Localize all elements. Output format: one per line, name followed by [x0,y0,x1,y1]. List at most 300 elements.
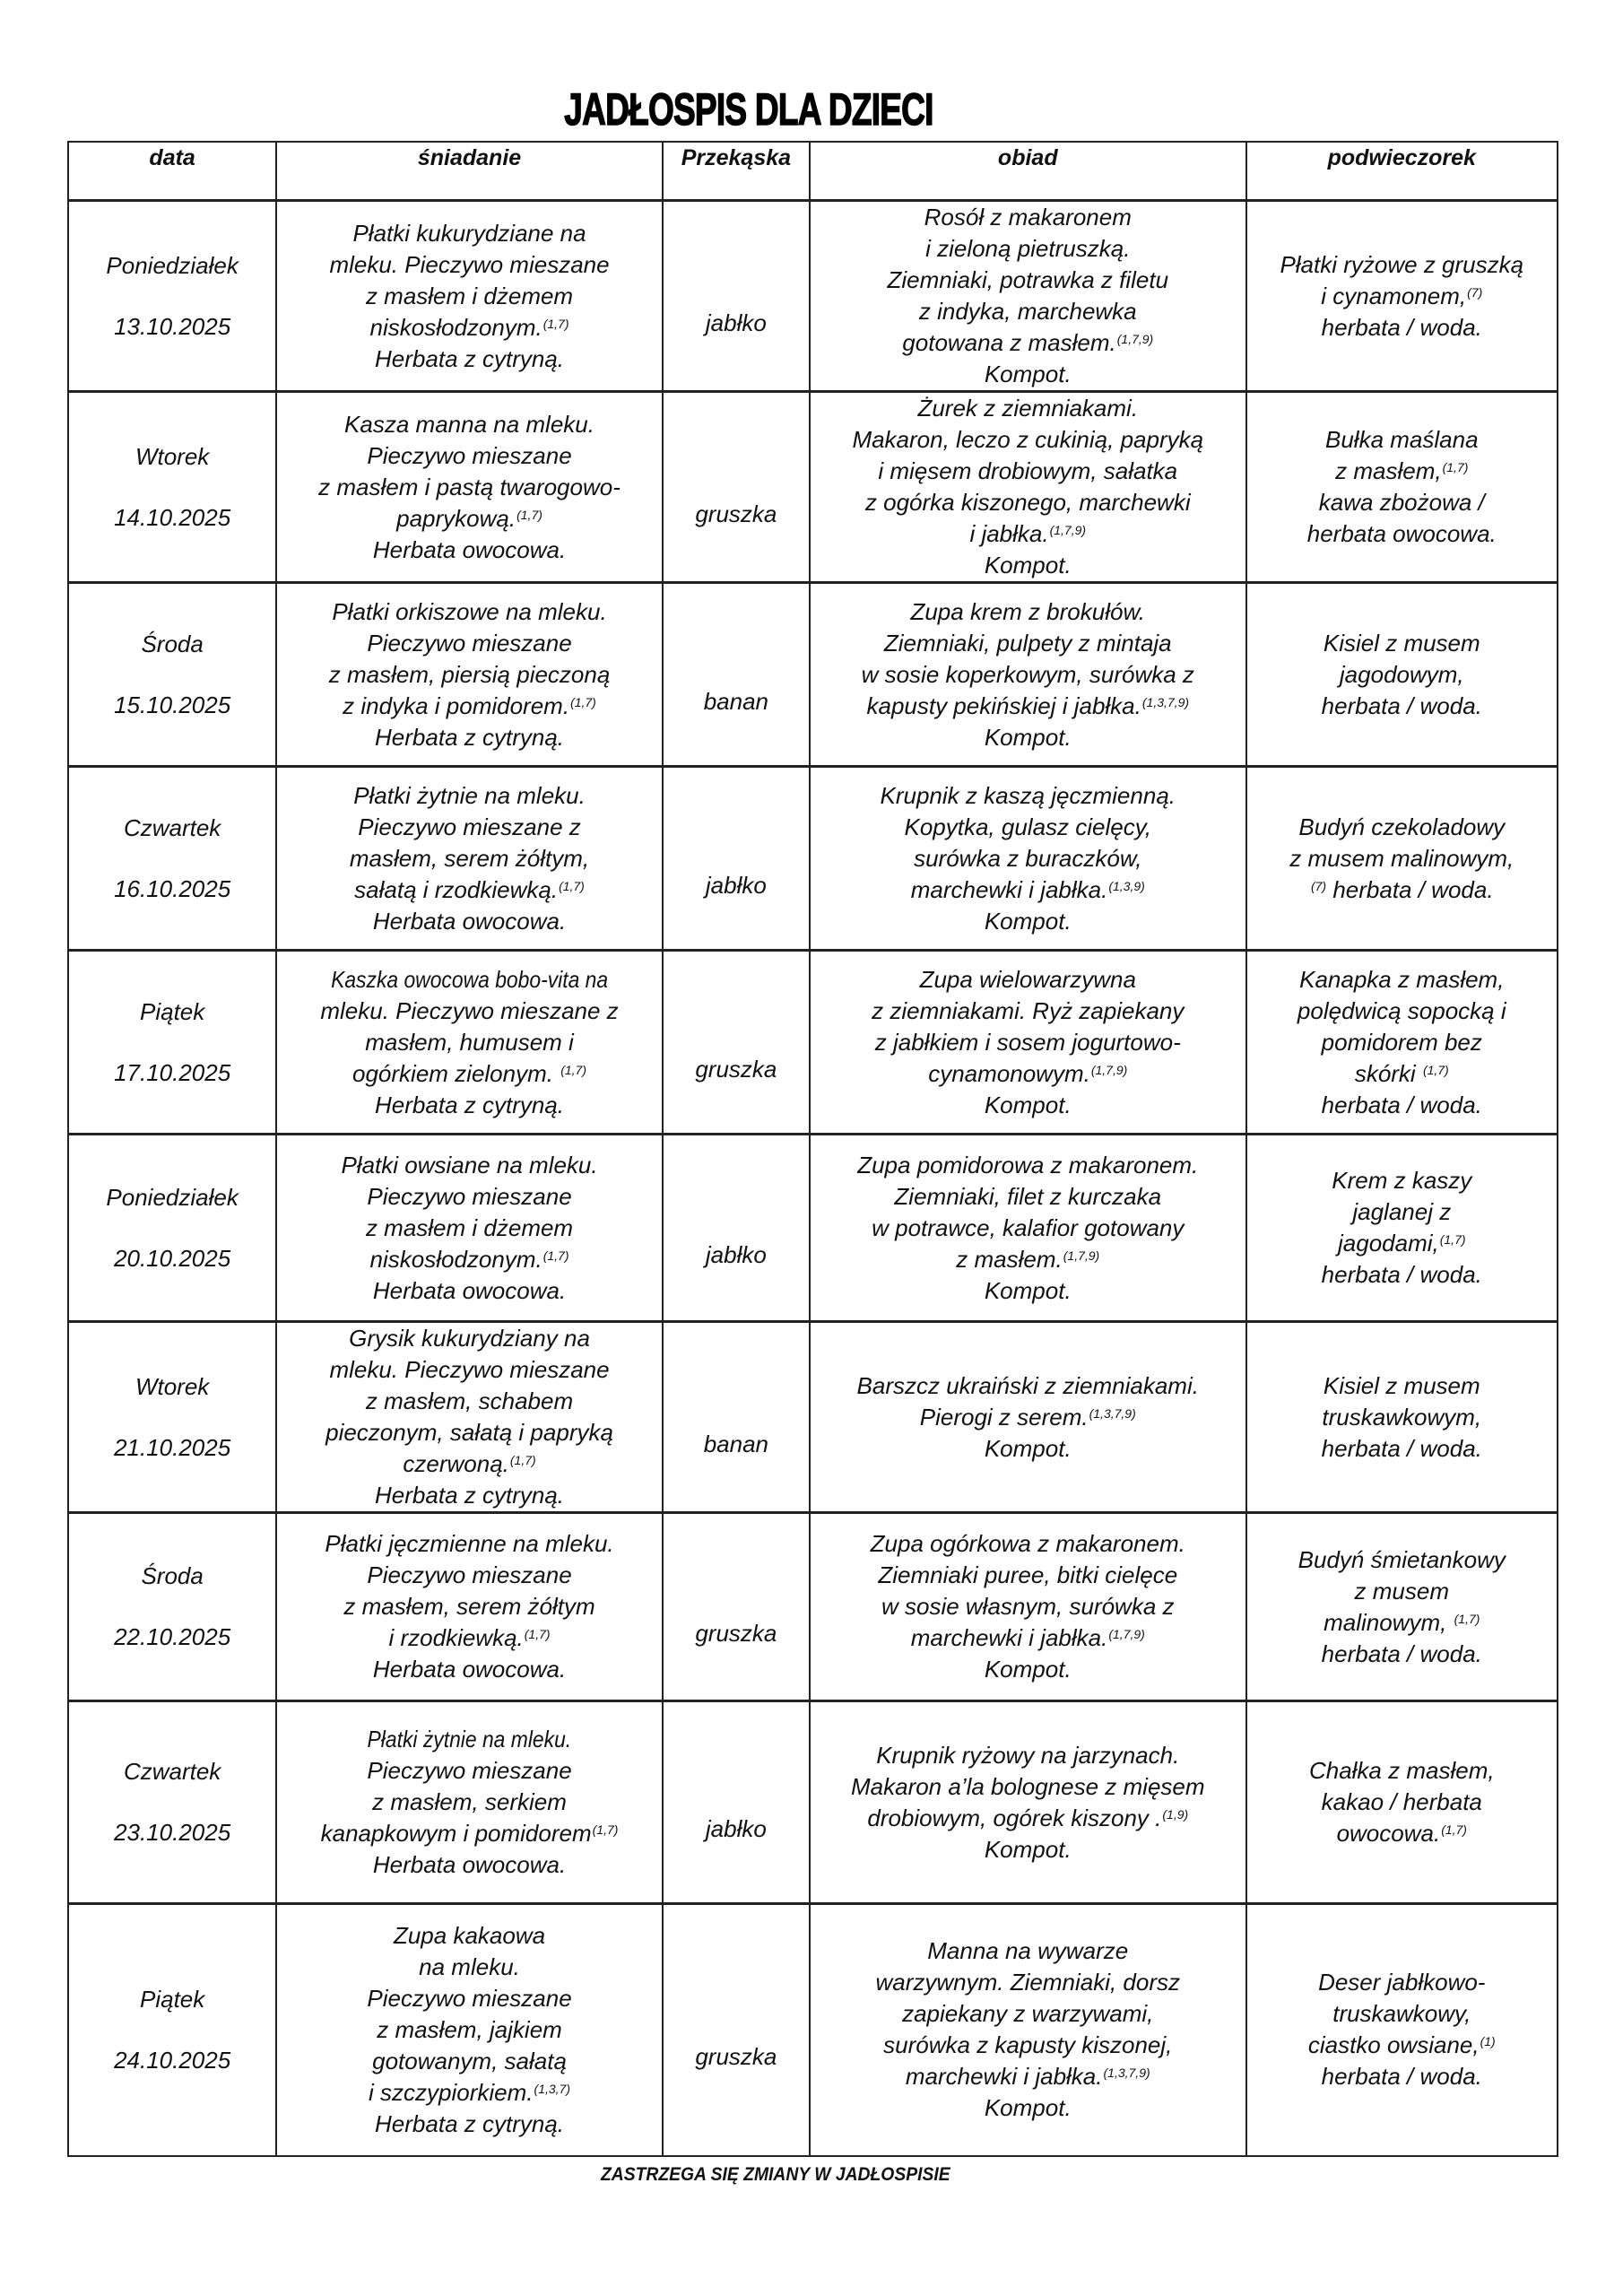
breakfast-cell [276,1904,663,2156]
menu-line [277,472,662,503]
menu-line [277,1560,662,1591]
menu-line [1247,1787,1557,1818]
menu-line [277,1480,662,1511]
menu-line [811,1998,1245,2030]
date-cell [68,1904,276,2156]
lunch-cell [810,767,1246,951]
menu-text: i jabłka. [969,520,1049,547]
menu-text: Rosół z makaronem [924,204,1132,230]
afternoon-tea-cell [1246,951,1558,1135]
menu-line [277,1448,662,1480]
menu-line [277,628,662,659]
menu-line [1247,1370,1557,1402]
menu-line [277,1528,662,1560]
menu-text: z masłem, serkiem [372,1788,567,1815]
menu-text: z musem [1354,1577,1449,1605]
menu-line [277,1787,662,1818]
menu-line [277,249,662,281]
snack-text: banan [703,687,769,715]
day-name: Poniedziałek [106,251,239,279]
menu-text: kakao / herbata [1321,1788,1482,1815]
afternoon-tea-cell [1246,1322,1558,1513]
menu-line [811,233,1245,265]
snack-cell [663,201,810,392]
menu-text: marchewki i jabłka. [910,1624,1108,1651]
day-name: Piątek [140,1985,205,2013]
menu-line [811,1803,1245,1834]
menu-text: Pieczywo mieszane [367,629,572,657]
menu-text: mleku. Pieczywo mieszane [329,250,610,278]
menu-text: Płatki jęczmienne na mleku. [325,1530,614,1557]
menu-text: Ziemniaki, filet z kurczaka [894,1182,1162,1210]
menu-text: mleku. Pieczywo mieszane [329,1356,610,1383]
lunch-cell [810,1904,1246,2156]
lunch-cell [810,1513,1246,1701]
allergen-note: (1,3,7,9) [1141,694,1190,709]
allergen-note: (1,7) [542,1248,569,1263]
menu-line [277,1654,662,1685]
column-header-lunch: obiad [810,142,1246,201]
menu-row [68,1904,1558,2156]
menu-text: marchewki i jabłka. [905,2063,1103,2091]
menu-text: Krupnik ryżowy na jarzynach. [876,1741,1180,1769]
allergen-note: (1,3,9) [1108,878,1145,893]
menu-line [811,327,1245,359]
menu-line [811,1834,1245,1866]
date-value: 16.10.2025 [114,874,231,902]
menu-line [1247,1433,1557,1465]
menu-text: Ziemniaki, pulpety z mintaja [883,629,1172,657]
menu-row [68,392,1558,583]
menu-line [1247,874,1557,906]
menu-text: zapiekany z warzywami, [902,2000,1154,2028]
menu-line [277,964,662,996]
menu-line [1247,996,1557,1027]
menu-text: paprykową. [396,504,516,532]
menu-text: Herbata owocowa. [372,907,567,935]
menu-text: Kompot. [984,552,1072,578]
menu-line [1247,456,1557,487]
menu-text: z masłem, jajkiem [377,2015,562,2043]
menu-text: Kompot. [984,907,1072,935]
menu-line [1247,1818,1557,1849]
menu-text: Pieczywo mieszane [367,441,572,469]
allergen-note: (1,7) [509,1453,536,1467]
menu-line [277,874,662,906]
menu-text: marchewki i jabłka. [910,875,1108,903]
menu-text: Kompot. [984,723,1072,751]
menu-text: z masłem i dżemem [365,1213,574,1241]
menu-text: herbata / woda. [1321,1434,1482,1462]
lunch-cell [810,1701,1246,1904]
menu-text: truskawkowym, [1322,1403,1482,1431]
menu-row [68,1135,1558,1322]
day-name: Wtorek [135,442,210,470]
menu-text: z masłem, piersią pieczoną [328,660,611,688]
page-title: JADŁOSPIS DLA DZIECI [564,84,933,135]
menu-text: Herbata z cytryną. [375,1091,565,1118]
menu-line [1247,1402,1557,1433]
breakfast-cell [276,767,663,951]
menu-line [277,996,662,1027]
menu-text: Płatki ryżowe z gruszką [1280,250,1524,278]
menu-line [1247,281,1557,312]
menu-line [277,312,662,344]
afternoon-tea-cell [1246,1135,1558,1322]
menu-line [277,344,662,375]
menu-line [1247,691,1557,722]
allergen-note: (1,7) [1442,460,1469,474]
menu-text: Krupnik z kaszą jęczmienną. [880,781,1176,809]
allergen-note: (1,7,9) [1108,1627,1145,1641]
menu-line [277,1983,662,2014]
menu-text: masłem, humusem i [365,1028,574,1056]
menu-line [1247,1027,1557,1058]
menu-text: Bułka maślana [1325,426,1479,453]
date-value: 21.10.2025 [114,1433,231,1461]
menu-line [811,393,1245,424]
menu-text: skórki [1354,1059,1422,1087]
snack-cell [663,767,810,951]
menu-line [277,218,662,249]
menu-text: kapusty pekińskiej i jabłka. [866,691,1141,719]
menu-text: ciastko owsiane, [1307,2031,1480,2059]
menu-line [277,2014,662,2046]
menu-text: herbata / woda. [1321,1639,1482,1667]
menu-text: Makaron, leczo z cukinią, papryką [852,426,1204,453]
menu-text: pomidorem bez [1321,1028,1482,1056]
menu-text: owocowa. [1336,1820,1441,1847]
snack-text: banan [703,1430,769,1457]
menu-text: Herbata z cytryną. [375,1482,565,1509]
allergen-note: (7) [1310,878,1327,893]
menu-text: Herbata z cytryną. [375,2109,565,2137]
allergen-note: (1) [1480,2034,1496,2049]
menu-line [811,2061,1245,2092]
menu-text: z masłem, schabem [365,1387,574,1414]
menu-line [1247,1998,1557,2030]
allergen-note: (1,7,9) [1090,1062,1128,1077]
menu-line [277,1244,662,1275]
lunch-cell [810,951,1246,1135]
menu-text: z ziemniakami. Ryż zapiekany [872,996,1185,1024]
menu-text: sałatą i rzodkiewką. [354,875,559,903]
menu-text: mleku. Pieczywo mieszane z [320,996,619,1024]
menu-row [68,201,1558,392]
menu-text: surówka z kapusty kiszonej, [883,2031,1173,2059]
menu-line [811,1433,1245,1465]
menu-text: Kompot. [984,1276,1072,1304]
menu-line [811,780,1245,812]
menu-text: z masłem. [956,1245,1063,1273]
menu-text: i rzodkiewką. [388,1624,524,1651]
menu-line [277,535,662,566]
menu-text: Zupa wielowarzywna [919,965,1136,993]
menu-text: Herbata owocowa. [372,1656,567,1683]
menu-text: Manna na wywarze [927,1937,1129,1965]
menu-text: Kanapka z masłem, [1299,965,1505,993]
allergen-note: (1,7) [1439,1232,1466,1247]
menu-line [1247,487,1557,518]
date-cell [68,1701,276,1904]
menu-line [277,1150,662,1181]
menu-line [277,1027,662,1058]
allergen-note: (7) [1467,284,1483,300]
date-value: 23.10.2025 [114,1819,231,1846]
menu-line [1247,249,1557,281]
menu-line [811,359,1245,390]
menu-line [1247,1755,1557,1787]
menu-text: Płatki kukurydziane na [352,219,586,247]
menu-text: Grysik kukurydziany na [349,1325,590,1352]
menu-text: w sosie koperkowym, surówka z [861,660,1194,688]
menu-line [811,1402,1245,1433]
menu-line [811,843,1245,874]
day-name: Środa [141,1562,204,1589]
menu-row [68,1513,1558,1701]
menu-line [811,1654,1245,1685]
menu-text: Chałka z masłem, [1308,1757,1495,1784]
menu-line [811,1771,1245,1803]
menu-row [68,583,1558,767]
allergen-note: (1,7) [1454,1611,1480,1626]
menu-text: jagodowym, [1339,660,1464,688]
afternoon-tea-cell [1246,1701,1558,1904]
menu-text: czerwoną. [403,1450,509,1477]
menu-line [1247,518,1557,550]
disclaimer-text: ZASTRZEGA SIĘ ZMIANY W JADŁOSPISIE [601,2164,950,2185]
menu-text: Płatki żytnie na mleku. [367,1726,572,1752]
breakfast-cell [276,392,663,583]
menu-text: jaglanej z [1352,1198,1452,1225]
menu-line [1247,1544,1557,1576]
menu-line [277,2109,662,2140]
menu-line [277,722,662,753]
menu-line [811,628,1245,659]
menu-line [811,1967,1245,1998]
menu-text: ogórkiem zielonym. [352,1059,560,1087]
menu-text: Kaszka owocowa bobo-vita na [330,965,609,993]
menu-line [1247,1196,1557,1228]
menu-text: z masłem i dżemem [365,282,574,309]
menu-line [811,2030,1245,2061]
date-value: 14.10.2025 [114,503,231,531]
day-name: Czwartek [123,813,221,841]
menu-text: z jabłkiem i sosem jogurtowo- [874,1028,1181,1056]
menu-table [67,141,1558,2157]
menu-line [811,296,1245,327]
breakfast-cell [276,1135,663,1322]
allergen-note: (1,7) [559,878,585,893]
snack-cell [663,1701,810,1904]
snack-text: gruszka [695,2042,777,2070]
breakfast-cell [276,201,663,392]
menu-line [277,1849,662,1881]
menu-line [277,906,662,937]
snack-cell [663,951,810,1135]
menu-line [811,550,1245,581]
date-cell [68,951,276,1135]
menu-line [811,1275,1245,1307]
menu-text: Płatki owsiane na mleku. [341,1151,598,1178]
menu-text: Ziemniaki puree, bitki cielęce [878,1561,1178,1588]
day-name: Piątek [140,997,205,1025]
menu-text: herbata owocowa. [1306,520,1497,547]
menu-line [277,780,662,812]
menu-line [277,2077,662,2109]
menu-line [277,1755,662,1787]
menu-line [277,596,662,628]
menu-line [811,659,1245,691]
allergen-note: (1,7,9) [1063,1248,1100,1263]
menu-text: Zupa pomidorowa z makaronem. [857,1151,1199,1178]
afternoon-tea-cell [1246,1904,1558,2156]
snack-text: gruszka [695,500,777,527]
menu-text: kanapkowym i pomidorem [320,1820,592,1847]
menu-text: i cynamonem, [1321,282,1467,309]
lunch-cell [810,1135,1246,1322]
menu-line [811,906,1245,937]
menu-text: w potrawce, kalafior gotowany [872,1213,1185,1241]
menu-row [68,951,1558,1135]
menu-line [277,843,662,874]
afternoon-tea-cell [1246,392,1558,583]
menu-line [277,1090,662,1121]
date-cell [68,1135,276,1322]
allergen-note: (1,7,9) [1049,523,1087,537]
menu-text: Kompot. [984,1835,1072,1863]
menu-line [1247,312,1557,344]
menu-line [277,1354,662,1386]
menu-text: herbata / woda. [1326,875,1494,903]
menu-line [1247,1090,1557,1121]
menu-text: z indyka i pomidorem. [343,691,570,719]
menu-line [277,1323,662,1354]
menu-line [277,1386,662,1417]
menu-line [1247,2061,1557,2092]
menu-line [1247,1639,1557,1670]
menu-line [1247,843,1557,874]
day-name: Wtorek [135,1372,210,1400]
menu-line [277,281,662,312]
menu-text: Herbata owocowa. [372,1851,567,1878]
allergen-note: (1,7) [560,1062,587,1077]
menu-line [277,440,662,472]
menu-text: niskosłodzonym. [369,1245,542,1273]
menu-line [811,1150,1245,1181]
menu-line [277,503,662,535]
afternoon-tea-cell [1246,1513,1558,1701]
breakfast-cell [276,583,663,767]
menu-text: Kompot. [984,1656,1072,1683]
menu-text: polędwicą sopocką i [1297,996,1506,1024]
menu-line [1247,659,1557,691]
menu-text: i zieloną pietruszką. [925,235,1131,262]
menu-line [811,996,1245,1027]
menu-text: Pieczywo mieszane [367,1757,572,1784]
menu-line [811,964,1245,996]
menu-text: Herbata owocowa. [372,1276,567,1304]
date-value: 20.10.2025 [114,1244,231,1272]
menu-text: Deser jabłkowo- [1318,1969,1486,1996]
date-value: 24.10.2025 [114,2046,231,2074]
allergen-note: (1,3,7,9) [1089,1405,1136,1421]
menu-line [811,1213,1245,1244]
menu-line [811,518,1245,550]
allergen-note: (1,7) [516,507,542,522]
menu-line [811,1058,1245,1090]
menu-text: gotowanym, sałatą [372,2047,567,2074]
date-cell [68,201,276,392]
menu-line [277,1417,662,1448]
menu-text: Budyń śmietankowy [1298,1545,1506,1573]
lunch-cell [810,201,1246,392]
menu-text: z ogórka kiszonego, marchewki [864,489,1191,516]
snack-text: jabłko [705,871,767,899]
menu-line [277,1920,662,1952]
menu-text: Budyń czekoladowy [1298,813,1506,840]
menu-text: i mięsem drobiowym, sałatka [878,457,1178,484]
breakfast-cell [276,1701,663,1904]
menu-line [811,265,1245,296]
menu-text: Kisiel z musem [1323,1371,1480,1399]
lunch-cell [810,392,1246,583]
menu-text: Pieczywo mieszane [367,1561,572,1588]
menu-line [277,691,662,722]
menu-text: Zupa krem z brokułów. [910,597,1146,625]
menu-row [68,1322,1558,1513]
header-row [68,142,1558,201]
menu-text: Kompot. [984,1091,1072,1118]
date-value: 22.10.2025 [114,1623,231,1650]
breakfast-cell [276,1322,663,1513]
snack-cell [663,1904,810,2156]
afternoon-tea-cell [1246,583,1558,767]
allergen-note: (1,7) [1422,1062,1449,1077]
menu-text: Pieczywo mieszane [367,1984,572,2012]
date-value: 13.10.2025 [114,312,231,340]
menu-text: na mleku. [419,1952,520,1980]
menu-text: Herbata z cytryną. [375,723,565,751]
menu-text: Żurek z ziemniakami. [917,395,1139,422]
menu-line [811,202,1245,233]
menu-text: Kasza manna na mleku. [344,410,595,438]
day-name: Środa [141,630,204,657]
menu-line [1247,1165,1557,1196]
menu-line [277,1213,662,1244]
menu-text: drobiowym, ogórek kiszony . [867,1804,1162,1831]
date-value: 15.10.2025 [114,691,231,718]
menu-text: Pierogi z serem. [919,1403,1089,1431]
snack-text: gruszka [695,1620,777,1647]
menu-line [277,1181,662,1213]
column-header-date: data [68,142,276,201]
date-cell [68,767,276,951]
column-header-snack: Przekąska [663,142,810,201]
allergen-note: (1,7) [1441,1822,1467,1837]
menu-text: warzywnym. Ziemniaki, dorsz [875,1969,1181,1996]
allergen-note: (1,7) [570,694,596,709]
menu-text: Kisiel z musem [1323,629,1480,657]
allergen-note: (1,7,9) [1116,332,1154,346]
menu-line [811,456,1245,487]
menu-line [811,1090,1245,1121]
menu-line [811,1560,1245,1591]
menu-text: gotowana z masłem. [902,329,1116,356]
menu-row [68,767,1558,951]
menu-line [1247,1576,1557,1607]
date-cell [68,583,276,767]
